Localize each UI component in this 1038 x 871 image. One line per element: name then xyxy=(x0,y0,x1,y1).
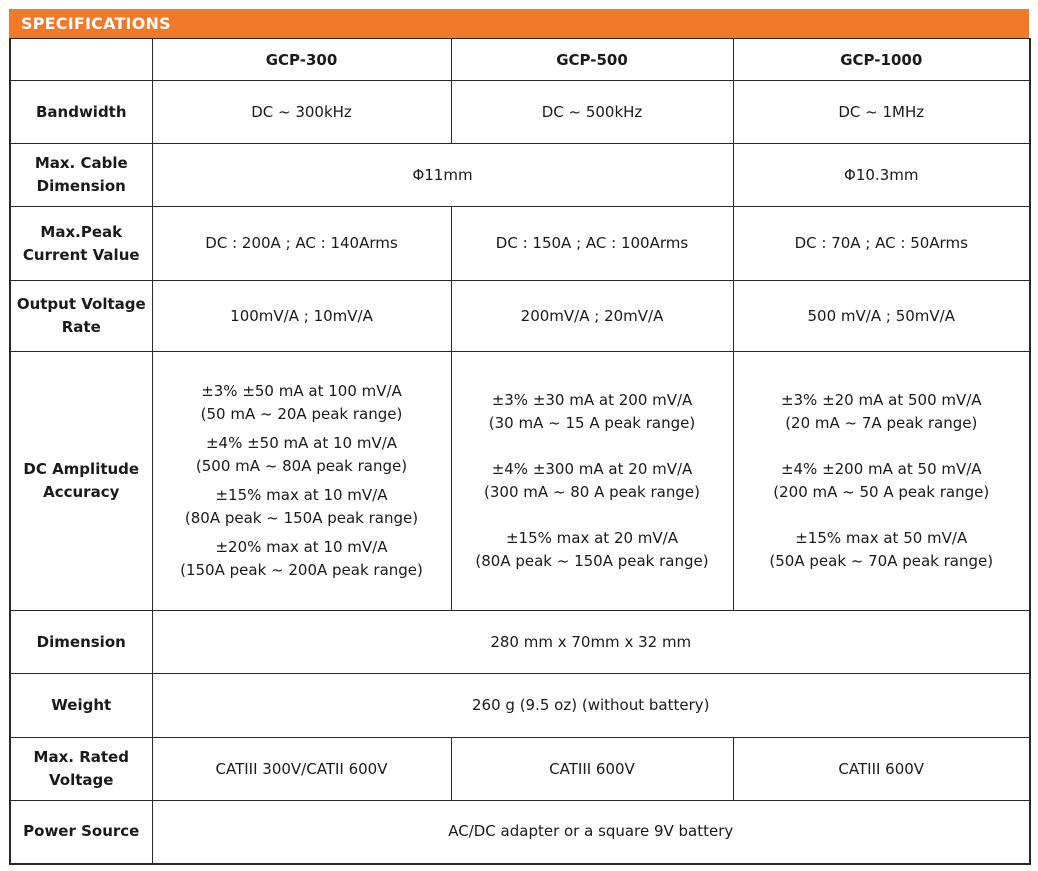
row-cable-dimension xyxy=(10,144,1030,207)
row-dimension xyxy=(10,611,1030,674)
label-line: Current Value xyxy=(22,245,140,264)
value-output-gcp-500: 200mV/A ; 20mV/A xyxy=(451,281,733,352)
model-header-gcp-300: GCP-300 xyxy=(152,39,451,81)
row-rated-voltage xyxy=(10,738,1030,801)
row-weight xyxy=(10,674,1030,738)
accuracy-group xyxy=(456,389,729,435)
accuracy-group xyxy=(157,380,447,426)
row-power-source xyxy=(10,801,1030,864)
label-line: Dimension xyxy=(36,177,126,195)
value-bandwidth-gcp-500: DC ~ 500kHz xyxy=(451,81,733,144)
value-power-source: AC/DC adapter or a square 9V battery xyxy=(152,801,1030,864)
accuracy-group xyxy=(738,527,1026,573)
value-weight: 260 g (9.5 oz) (without battery) xyxy=(152,674,1030,738)
accuracy-range-line: (500 mA ~ 80A peak range) xyxy=(195,457,408,475)
label-bandwidth: Bandwidth xyxy=(10,81,152,144)
value-dimension: 280 mm x 70mm x 32 mm xyxy=(152,611,1030,674)
model-header-gcp-1000: GCP-1000 xyxy=(733,39,1030,81)
accuracy-group xyxy=(157,432,447,478)
label-line: Max. Rated xyxy=(33,748,129,766)
value-peak-gcp-500: DC : 150A ; AC : 100Arms xyxy=(451,207,733,281)
value-rated-gcp-500: CATIII 600V xyxy=(451,738,733,801)
label-power-source: Power Source xyxy=(10,801,152,864)
accuracy-line: ±20% max at 10 mV/A xyxy=(215,538,388,556)
model-header-gcp-500: GCP-500 xyxy=(451,39,733,81)
accuracy-group xyxy=(157,536,447,582)
section-title: SPECIFICATIONS xyxy=(9,9,1029,38)
accuracy-line: ±15% max at 10 mV/A xyxy=(215,486,388,504)
label-line: Max. Cable xyxy=(34,154,128,172)
accuracy-line: ±4% ±300 mA at 20 mV/A xyxy=(491,460,693,478)
accuracy-line: ±3% ±30 mA at 200 mV/A xyxy=(491,391,693,409)
label-rated-voltage xyxy=(10,738,152,801)
accuracy-range-line: (150A peak ~ 200A peak range) xyxy=(180,561,423,579)
accuracy-line: ±4% ±50 mA at 10 mV/A xyxy=(205,434,398,452)
label-line: DC Amplitude xyxy=(23,460,140,478)
label-dimension: Dimension xyxy=(10,611,152,674)
label-line: Output Voltage xyxy=(16,295,146,313)
value-peak-gcp-300: DC : 200A ; AC : 140Arms xyxy=(152,207,451,281)
label-cable-dimension xyxy=(10,144,152,207)
label-line: Max.Peak xyxy=(40,222,123,241)
value-rated-gcp-300: CATIII 300V/CATII 600V xyxy=(152,738,451,801)
header-corner-cell xyxy=(10,39,152,81)
accuracy-line: ±4% ±200 mA at 50 mV/A xyxy=(780,460,982,478)
label-weight: Weight xyxy=(10,674,152,738)
accuracy-range-line: (80A peak ~ 150A peak range) xyxy=(475,552,709,570)
accuracy-range-line: (200 mA ~ 50 A peak range) xyxy=(773,483,990,501)
label-output-voltage xyxy=(10,281,152,352)
accuracy-range-line: (300 mA ~ 80 A peak range) xyxy=(484,483,700,501)
accuracy-group xyxy=(157,484,447,530)
accuracy-group xyxy=(456,458,729,504)
accuracy-group xyxy=(738,458,1026,504)
value-accuracy-gcp-1000 xyxy=(733,352,1030,611)
value-cable-gcp-1000: Φ10.3mm xyxy=(733,144,1030,207)
accuracy-range-line: (50A peak ~ 70A peak range) xyxy=(769,552,994,570)
accuracy-line: ±3% ±20 mA at 500 mV/A xyxy=(780,391,982,409)
label-line: Accuracy xyxy=(43,483,120,501)
label-line: Voltage xyxy=(49,771,114,789)
value-bandwidth-gcp-1000: DC ~ 1MHz xyxy=(733,81,1030,144)
value-bandwidth-gcp-300: DC ~ 300kHz xyxy=(152,81,451,144)
accuracy-group xyxy=(738,389,1026,435)
specifications-panel xyxy=(9,9,1029,865)
accuracy-line: ±3% ±50 mA at 100 mV/A xyxy=(201,382,402,400)
label-dc-accuracy xyxy=(10,352,152,611)
value-cable-gcp-300-500: Φ11mm xyxy=(152,144,733,207)
accuracy-line: ±15% max at 50 mV/A xyxy=(795,529,968,547)
value-output-gcp-1000: 500 mV/A ; 50mV/A xyxy=(733,281,1030,352)
header-row xyxy=(10,39,1030,81)
row-output-voltage xyxy=(10,281,1030,352)
row-bandwidth xyxy=(10,81,1030,144)
value-peak-gcp-1000: DC : 70A ; AC : 50Arms xyxy=(733,207,1030,281)
value-output-gcp-300: 100mV/A ; 10mV/A xyxy=(152,281,451,352)
spec-table xyxy=(9,38,1031,865)
accuracy-range-line: (30 mA ~ 15 A peak range) xyxy=(488,414,696,432)
label-line: Rate xyxy=(61,318,101,336)
accuracy-group xyxy=(456,527,729,573)
accuracy-range-line: (20 mA ~ 7A peak range) xyxy=(785,414,978,432)
row-dc-accuracy xyxy=(10,352,1030,611)
value-accuracy-gcp-500 xyxy=(451,352,733,611)
accuracy-range-line: (50 mA ~ 20A peak range) xyxy=(200,405,403,423)
accuracy-range-line: (80A peak ~ 150A peak range) xyxy=(184,509,419,527)
label-peak-current xyxy=(10,207,152,281)
row-peak-current xyxy=(10,207,1030,281)
accuracy-line: ±15% max at 20 mV/A xyxy=(505,529,678,547)
value-rated-gcp-1000: CATIII 600V xyxy=(733,738,1030,801)
value-accuracy-gcp-300 xyxy=(152,352,451,611)
